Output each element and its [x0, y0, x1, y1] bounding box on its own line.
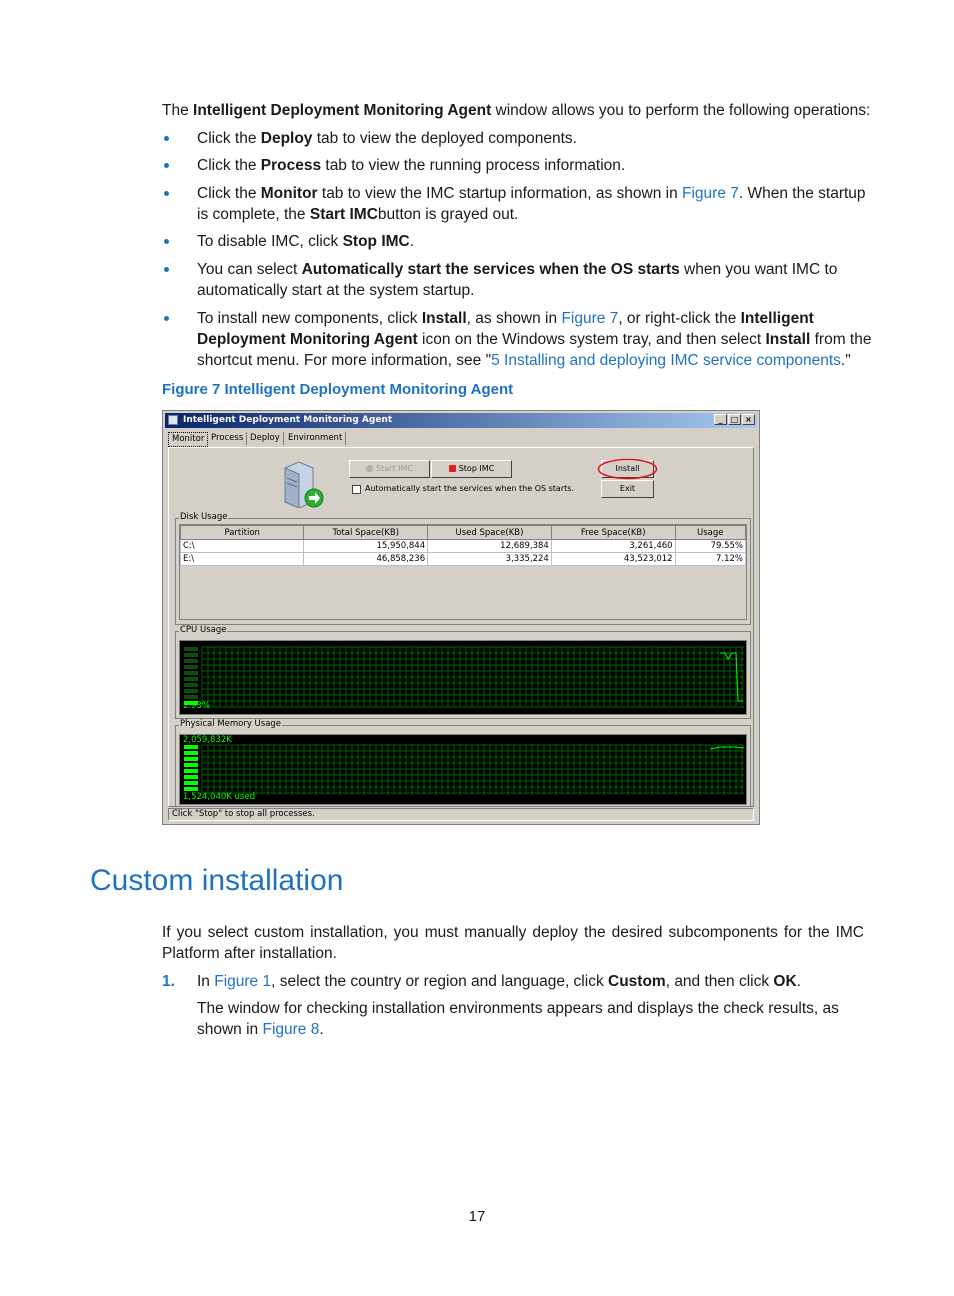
bullet-dot — [164, 316, 169, 321]
cell-free: 3,261,460 — [551, 540, 675, 553]
close-icon[interactable]: × — [742, 414, 755, 425]
bullet-dot — [164, 191, 169, 196]
meter-segment — [184, 757, 198, 761]
disk-usage-table — [180, 525, 746, 566]
step-1-result-line1: The window for checking installation environments appears and displays the check results, as — [197, 1000, 839, 1017]
monitor-panel — [168, 447, 754, 807]
status-bar: Click "Stop" to stop all processes. — [168, 808, 754, 821]
cell-total: 46,858,236 — [304, 553, 428, 566]
cell-partition: C:\ — [181, 540, 304, 553]
disk-usage-label: Disk Usage — [180, 512, 228, 522]
cpu-usage-label: CPU Usage — [180, 625, 227, 635]
cell-free: 43,523,012 — [551, 553, 675, 566]
section-heading: Custom installation — [90, 864, 344, 897]
memory-usage-label: Physical Memory Usage — [180, 719, 282, 729]
disk-usage-group — [175, 518, 751, 625]
figure-7-link[interactable]: Figure 7 — [561, 310, 619, 327]
start-imc-button[interactable]: Start IMC — [349, 460, 430, 478]
meter-segment — [184, 751, 198, 755]
col-partition[interactable]: Partition — [181, 526, 304, 540]
meter-segment — [184, 647, 198, 651]
table-row[interactable] — [181, 553, 746, 566]
cell-used: 3,335,224 — [428, 553, 552, 566]
minimize-icon[interactable]: _ — [714, 414, 727, 425]
step-number: 1. — [162, 973, 175, 990]
step-1-result-line2: shown in Figure 8. — [197, 1021, 324, 1038]
install-button[interactable]: Install — [601, 460, 654, 478]
col-total[interactable]: Total Space(KB) — [304, 526, 428, 540]
meter-segment — [184, 781, 198, 785]
bullet-process: Click the Process tab to view the running process information. — [197, 157, 626, 174]
cell-total: 15,950,844 — [304, 540, 428, 553]
col-usage[interactable]: Usage — [675, 526, 745, 540]
tab-process[interactable]: Process — [208, 432, 247, 445]
bullet-dot — [164, 239, 169, 244]
stop-imc-button[interactable]: Stop IMC — [431, 460, 512, 478]
memory-graph-svg — [180, 735, 746, 804]
section-5-link[interactable]: 5 Installing and deploying IMC service components — [491, 352, 841, 369]
meter-segment — [184, 775, 198, 779]
cpu-graph — [179, 640, 747, 715]
bullet-dot — [164, 136, 169, 141]
cell-usage: 7.12% — [675, 553, 745, 566]
maximize-icon[interactable]: □ — [728, 414, 741, 425]
cell-partition: E:\ — [181, 553, 304, 566]
page-number: 17 — [468, 1208, 486, 1225]
bullet-install: To install new components, click Install, as shown in Figure 7, or right-click the Intelligent — [197, 310, 814, 327]
memory-used-label: 1,524,040K used — [183, 792, 255, 802]
autostart-label: Automatically start the services when the OS starts. — [365, 484, 574, 493]
meter-segment — [184, 665, 198, 669]
cell-usage: 79.55% — [675, 540, 745, 553]
app-icon — [168, 415, 178, 425]
meter-segment — [184, 677, 198, 681]
meter-segment — [184, 787, 198, 791]
cell-used: 12,689,384 — [428, 540, 552, 553]
window-title: Intelligent Deployment Monitoring Agent — [183, 415, 393, 425]
memory-usage-group — [175, 725, 751, 807]
stop-icon — [449, 465, 456, 472]
server-icon — [277, 458, 327, 508]
cpu-usage-group — [175, 631, 751, 719]
bullet-dot — [164, 267, 169, 272]
window-titlebar — [165, 413, 757, 428]
intro-paragraph: The Intelligent Deployment Monitoring Agent window allows you to perform the following operations: — [162, 102, 871, 119]
cpu-graph-svg — [180, 641, 746, 714]
figure-8-link[interactable]: Figure 8 — [262, 1021, 320, 1038]
autostart-checkbox[interactable] — [352, 485, 361, 494]
bullet-autostart: You can select Automatically start the services when the OS starts when you want IMC to — [197, 261, 838, 278]
bullet-install-line3: shortcut menu. For more information, see "5 Installing and deploying IMC service components." — [197, 352, 851, 369]
figure-1-link[interactable]: Figure 1 — [214, 973, 272, 990]
memory-graph — [179, 734, 747, 805]
tab-monitor[interactable]: Monitor — [168, 432, 208, 447]
bullet-deploy: Click the Deploy tab to view the deployed components. — [197, 130, 577, 147]
install-highlight-ellipse — [597, 458, 658, 480]
disk-table-empty-area — [180, 568, 746, 617]
bullet-monitor: Click the Monitor tab to view the IMC startup information, as shown in Figure 7. When the startup — [197, 185, 866, 202]
cpu-value-label: 2.93% — [183, 701, 211, 711]
custom-intro-line2: Platform after installation. — [162, 945, 337, 962]
meter-segment — [184, 769, 198, 773]
monitoring-agent-window — [162, 410, 760, 825]
step-1: In Figure 1, select the country or region and language, click Custom, and then click OK. — [197, 973, 801, 990]
meter-segment — [184, 763, 198, 767]
figure-caption: Figure 7 Intelligent Deployment Monitoring Agent — [162, 381, 514, 398]
col-used[interactable]: Used Space(KB) — [428, 526, 552, 540]
bullet-dot — [164, 163, 169, 168]
meter-segment — [184, 671, 198, 675]
custom-intro-line1: If you select custom installation, you must manually deploy the desired subcomponents for the IMC — [162, 924, 864, 941]
meter-segment — [184, 745, 198, 749]
meter-segment — [184, 653, 198, 657]
meter-segment — [184, 683, 198, 687]
meter-segment — [184, 695, 198, 699]
table-row[interactable] — [181, 540, 746, 553]
tab-deploy[interactable]: Deploy — [247, 432, 284, 445]
memory-total-label: 2,059,832K — [183, 735, 232, 745]
bullet-install-line2: Deployment Monitoring Agent icon on the Windows system tray, and then select Install from the — [197, 331, 872, 348]
bullet-stop: To disable IMC, click Stop IMC. — [197, 233, 415, 250]
col-free[interactable]: Free Space(KB) — [551, 526, 675, 540]
tab-environment[interactable]: Environment — [285, 432, 346, 445]
figure-7-link[interactable]: Figure 7 — [682, 185, 739, 202]
disk-table-container — [179, 524, 747, 620]
memory-trace — [710, 747, 744, 749]
exit-button[interactable]: Exit — [601, 480, 654, 498]
meter-segment — [184, 659, 198, 663]
meter-segment — [184, 689, 198, 693]
table-header-row — [181, 526, 746, 540]
bullet-monitor-line2: is complete, the Start IMCbutton is grayed out. — [197, 206, 519, 223]
bullet-autostart-line2: automatically start at the system startup. — [197, 282, 475, 299]
start-icon — [366, 465, 373, 472]
